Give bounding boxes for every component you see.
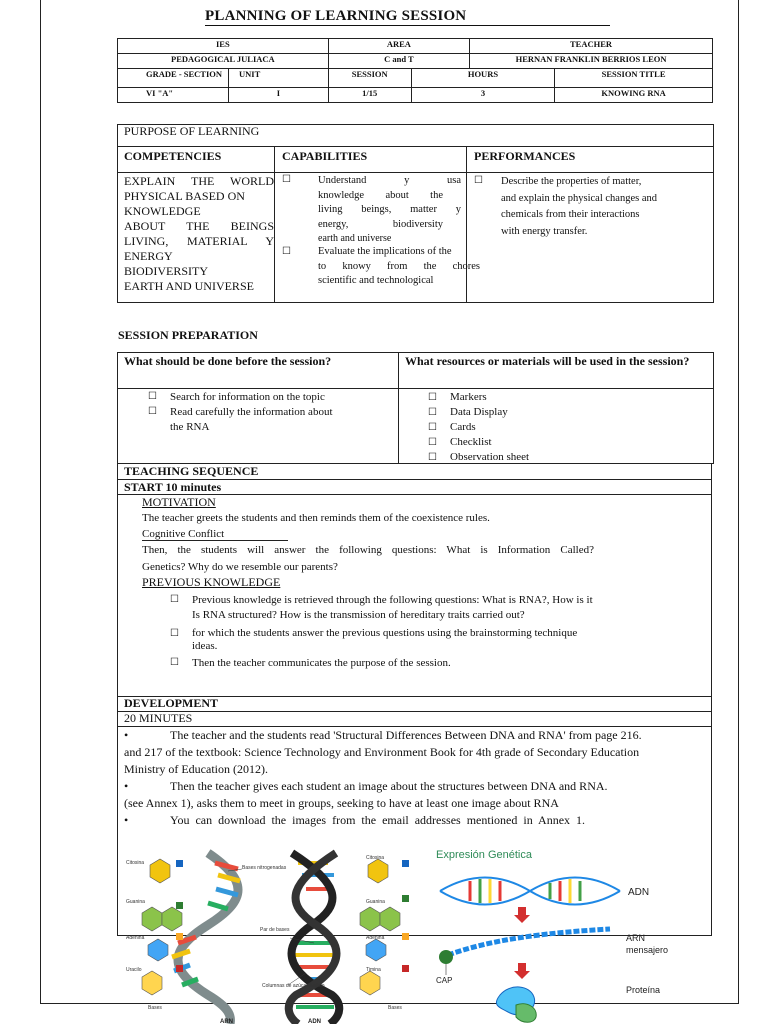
rna-caption: ARN bbox=[220, 1019, 233, 1024]
resources-header: What resources or materials will be used in the session? bbox=[405, 354, 690, 368]
competency-line: ENERGY bbox=[124, 249, 173, 263]
dev-line-1 bbox=[124, 727, 719, 744]
divider bbox=[117, 172, 714, 173]
purpose-label: PURPOSE OF LEARNING bbox=[124, 124, 260, 138]
capability-line: scientific and technological bbox=[318, 275, 434, 286]
performance-line: with energy transfer. bbox=[501, 225, 588, 237]
checkbox-icon: ☐ bbox=[428, 407, 437, 418]
divider bbox=[117, 146, 714, 147]
resource-label: Observation sheet bbox=[450, 451, 530, 463]
dna-helix bbox=[289, 853, 340, 1024]
dev-line-5: (see Annex 1), asks them to meet in groups, seeking to have at least one image about RNA bbox=[124, 796, 559, 810]
checkbox-icon: ☐ bbox=[148, 406, 157, 417]
resources-list bbox=[428, 390, 529, 465]
capability-line: Understand y usa bbox=[318, 175, 461, 186]
capability-line: energy, biodiversity bbox=[318, 218, 443, 230]
checkbox-icon: ☐ bbox=[282, 174, 291, 185]
resource-item bbox=[428, 405, 529, 420]
bullet: • bbox=[124, 728, 129, 742]
expr-arn-label: ARN bbox=[626, 933, 646, 943]
competency-line: KNOWLEDGE bbox=[124, 204, 201, 218]
motivation-heading: MOTIVATION bbox=[142, 495, 216, 509]
dna-base-label: Guanina bbox=[366, 899, 385, 905]
page-border-left bbox=[40, 0, 41, 1004]
performance-text bbox=[501, 174, 711, 240]
rna-bases bbox=[142, 859, 183, 995]
rna-base-label: Bases bbox=[148, 1005, 162, 1011]
teacher-header: TEACHER bbox=[470, 39, 713, 54]
competency-line: ABOUT THE BEINGS bbox=[124, 219, 274, 233]
structure-label: Par de bases bbox=[260, 927, 290, 933]
dev-line-3: Ministry of Education (2012). bbox=[124, 762, 268, 776]
underline bbox=[142, 540, 288, 541]
conflict-text-1: Then, the students will answer the following questions: What is Information Called? bbox=[142, 544, 594, 556]
bullet: • bbox=[124, 813, 129, 827]
development-text bbox=[124, 727, 719, 829]
conflict-text-2: Genetics? Why do we resemble our parents? bbox=[142, 561, 338, 573]
area-value: C and T bbox=[328, 54, 469, 69]
divider bbox=[398, 352, 399, 464]
capability-line: living beings, matter y bbox=[318, 204, 461, 215]
resource-label: Markers bbox=[450, 391, 487, 403]
capability-1 bbox=[318, 174, 461, 247]
transcription-arrow bbox=[514, 907, 530, 923]
before-item: Search for information on the topic bbox=[170, 391, 325, 403]
performance-line: and explain the physical changes and bbox=[501, 192, 657, 204]
capabilities-header: CAPABILITIES bbox=[282, 149, 368, 163]
checkbox-icon: ☐ bbox=[282, 246, 291, 257]
dev-text: Then the teacher gives each student an image about the structures between DNA and RNA. bbox=[170, 779, 608, 793]
rna-base-label: Adenina bbox=[126, 935, 145, 941]
session-title-header: SESSION TITLE bbox=[555, 69, 713, 88]
ies-header: IES bbox=[118, 39, 329, 54]
teaching-sequence-title: TEACHING SEQUENCE bbox=[124, 464, 259, 478]
checkbox-icon: ☐ bbox=[428, 437, 437, 448]
checkbox-icon: ☐ bbox=[170, 594, 179, 605]
performance-line: chemicals from their interactions bbox=[501, 209, 640, 220]
before-item: the RNA bbox=[170, 421, 210, 433]
session-header: SESSION bbox=[328, 69, 411, 88]
dna-strand bbox=[440, 878, 620, 905]
divider bbox=[274, 146, 275, 303]
checkbox-icon: ☐ bbox=[428, 392, 437, 403]
development-title: DEVELOPMENT bbox=[124, 696, 219, 710]
competencies-header: COMPETENCIES bbox=[124, 149, 222, 163]
prev-item-3: Then the teacher communicates the purpose of the session. bbox=[192, 657, 451, 669]
expr-mensajero-label: mensajero bbox=[626, 945, 669, 955]
before-session-header: What should be done before the session? bbox=[124, 354, 332, 368]
rna-base-label: Uracilo bbox=[126, 967, 142, 973]
translation-arrow bbox=[514, 963, 530, 979]
ies-value: PEDAGOGICAL JULIACA bbox=[118, 54, 329, 69]
development-time: 20 MINUTES bbox=[124, 711, 193, 725]
checkbox-icon: ☐ bbox=[474, 175, 483, 186]
hours-value: 3 bbox=[411, 88, 555, 103]
unit-header: UNIT bbox=[229, 69, 329, 88]
capability-line: to knowy from the chores bbox=[318, 260, 480, 272]
capability-line: Evaluate the implications of the bbox=[318, 246, 452, 257]
structure-label: Bases nitrogenadas bbox=[242, 865, 287, 871]
dev-text: The teacher and the students read 'Structural Differences Between DNA and RNA' from page 216. bbox=[170, 728, 642, 742]
session-header-table bbox=[117, 38, 713, 103]
competency-line: LIVING, MATERIAL Y bbox=[124, 234, 274, 248]
prev-line: for which the students answer the previous questions using the brainstorming technique bbox=[192, 627, 578, 639]
checkbox-icon: ☐ bbox=[428, 422, 437, 433]
prev-line: Previous knowledge is retrieved through the following questions: What is RNA?, How is it bbox=[192, 594, 593, 606]
prev-item-2 bbox=[192, 627, 670, 653]
checkbox-icon: ☐ bbox=[428, 452, 437, 463]
bullet: • bbox=[124, 779, 129, 793]
session-title-value: KNOWING RNA bbox=[555, 88, 713, 103]
competency-line: BIODIVERSITY bbox=[124, 264, 208, 278]
start-time: START 10 minutes bbox=[124, 480, 222, 494]
capability-line: earth and universe bbox=[318, 233, 392, 244]
capability-line: knowledge about the bbox=[318, 189, 443, 201]
grade-value: VI "A" bbox=[118, 88, 229, 103]
divider bbox=[117, 388, 714, 389]
rna-base-label: Citosina bbox=[126, 860, 145, 866]
capability-2 bbox=[318, 245, 480, 289]
competency-line: EARTH AND UNIVERSE bbox=[124, 279, 254, 293]
divider bbox=[117, 711, 712, 712]
gene-expression-title: Expresión Genética bbox=[436, 849, 532, 861]
dna-caption: ADN bbox=[308, 1019, 321, 1024]
resource-label: Checklist bbox=[450, 436, 492, 448]
dev-line-2: and 217 of the textbook: Science Technology and Environment Book for 4th grade of Secondary Education bbox=[124, 745, 640, 759]
resource-label: Cards bbox=[450, 421, 476, 433]
performances-header: PERFORMANCES bbox=[474, 149, 576, 163]
session-value: 1/15 bbox=[328, 88, 411, 103]
expr-adn-label: ADN bbox=[628, 887, 650, 898]
resource-item bbox=[428, 390, 529, 405]
prev-line: ideas. bbox=[192, 640, 218, 652]
area-header: AREA bbox=[328, 39, 469, 54]
dna-base-label: Adenina bbox=[366, 935, 385, 941]
dna-base-label: Citosina bbox=[366, 855, 385, 861]
resource-item bbox=[428, 435, 529, 450]
dna-base-label: Timina bbox=[366, 967, 381, 973]
teacher-value: HERNAN FRANKLIN BERRIOS LEON bbox=[470, 54, 713, 69]
dev-line-4 bbox=[124, 778, 719, 795]
expr-cap-label: CAP bbox=[436, 976, 453, 985]
rna-base-label: Guanina bbox=[126, 899, 145, 905]
dev-text: You can download the images from the email addresses mentioned in Annex 1. bbox=[170, 813, 586, 827]
resource-item bbox=[428, 420, 529, 435]
dna-rna-structure-figure bbox=[120, 845, 420, 1024]
competency-line: PHYSICAL BASED ON bbox=[124, 189, 245, 203]
title-underline bbox=[205, 25, 610, 26]
dna-base-label: Bases bbox=[388, 1005, 402, 1011]
hours-header: HOURS bbox=[411, 69, 555, 88]
cognitive-conflict-heading: Cognitive Conflict bbox=[142, 528, 225, 540]
protein-shape bbox=[496, 987, 536, 1022]
prev-item-1 bbox=[192, 593, 670, 623]
checkbox-icon: ☐ bbox=[148, 391, 157, 402]
before-item: Read carefully the information about bbox=[170, 406, 333, 418]
prev-line: Is RNA structured? How is the transmission of hereditary traits carried out? bbox=[192, 609, 525, 621]
resource-label: Data Display bbox=[450, 406, 508, 418]
dna-bases bbox=[360, 859, 409, 995]
page-border-right bbox=[738, 0, 739, 1004]
dev-line-6 bbox=[124, 812, 719, 829]
grade-header: GRADE - SECTION bbox=[118, 69, 229, 88]
before-session-list bbox=[170, 390, 370, 435]
performance-line: Describe the properties of matter, bbox=[501, 176, 642, 187]
expr-protein-label: Proteína bbox=[626, 985, 661, 995]
previous-knowledge-heading: PREVIOUS KNOWLEDGE bbox=[142, 575, 281, 589]
competencies-text bbox=[124, 174, 274, 294]
checkbox-icon: ☐ bbox=[170, 657, 179, 668]
page-title: PLANNING OF LEARNING SESSION bbox=[205, 8, 467, 24]
motivation-text: The teacher greets the students and then reminds them of the coexistence rules. bbox=[142, 512, 490, 524]
session-preparation-title: SESSION PREPARATION bbox=[118, 328, 258, 342]
gene-expression-figure bbox=[430, 845, 690, 1024]
checkbox-icon: ☐ bbox=[170, 628, 179, 639]
competency-line: EXPLAIN THE WORLD bbox=[124, 174, 274, 188]
structure-label: Columnas de azúcar-fosfato bbox=[262, 983, 325, 989]
unit-value: I bbox=[229, 88, 329, 103]
